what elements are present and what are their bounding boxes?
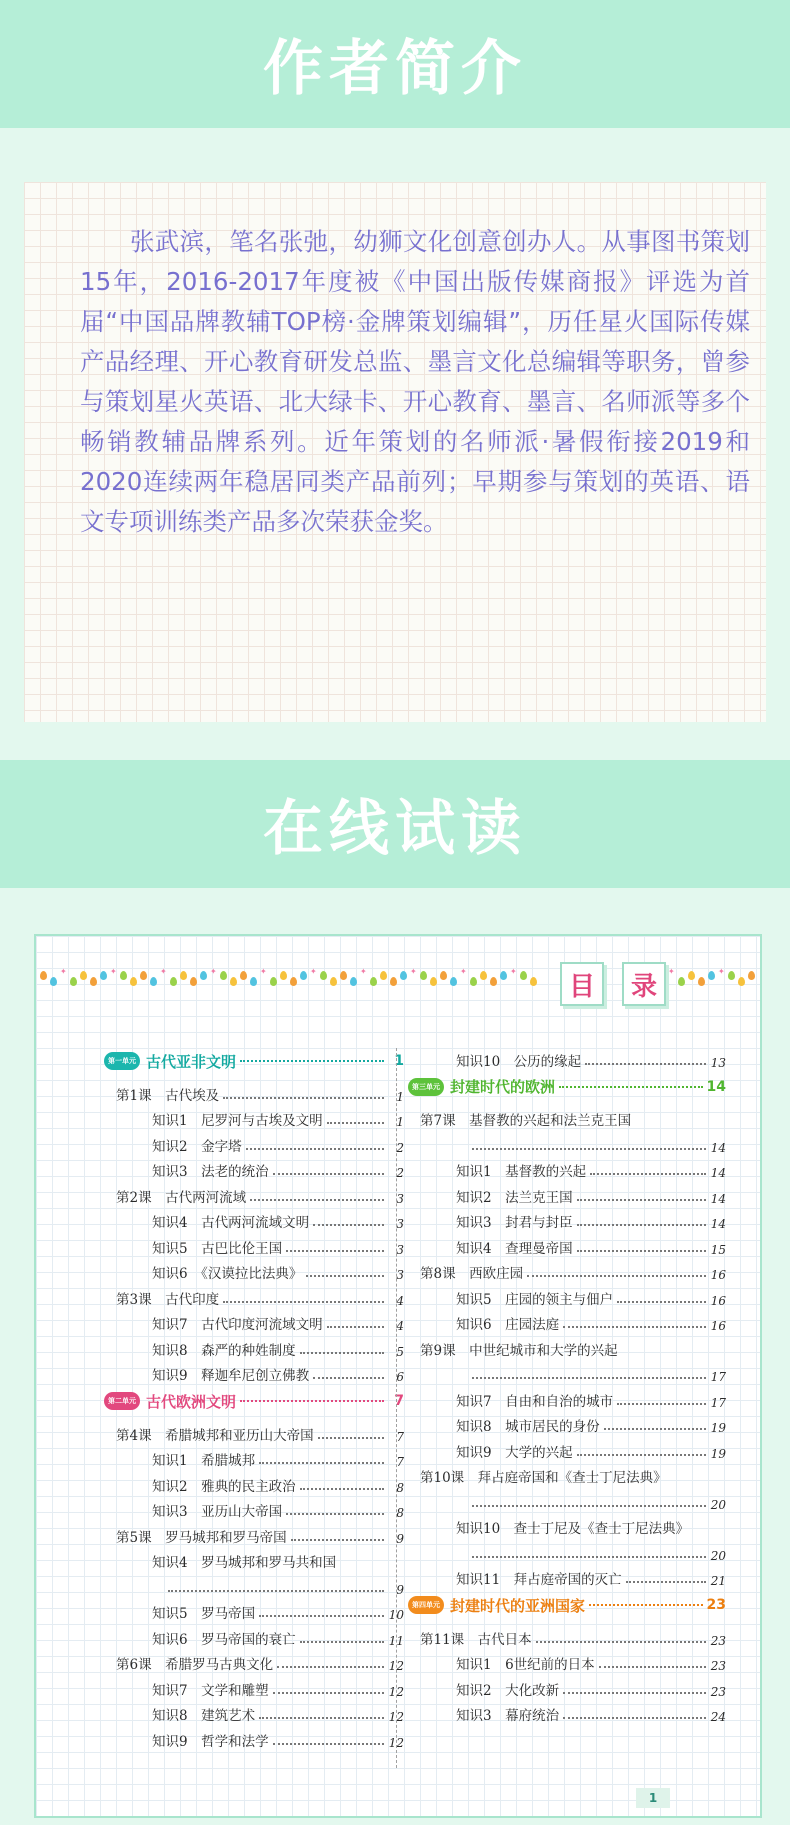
decorative-drop	[450, 977, 457, 986]
leader-dots	[577, 1454, 706, 1456]
toc-entry-title: 知识6 罗马帝国的衰亡	[152, 1631, 296, 1648]
toc-entry-title: 知识1 基督教的兴起	[456, 1164, 587, 1180]
toc-page-number: 3	[396, 1217, 404, 1231]
decorative-drop	[270, 977, 277, 986]
decorative-drop	[200, 971, 207, 980]
toc-knowledge-row	[408, 1435, 726, 1461]
toc-knowledge-row	[408, 1410, 726, 1436]
toc-entry-title: 第6课 希腊罗马古典文化	[116, 1657, 274, 1673]
toc-knowledge-row	[104, 1699, 404, 1725]
toc-entry-title: 知识4 古代两河流域文明	[152, 1215, 310, 1231]
decorative-drop	[440, 971, 447, 980]
leader-dots	[259, 1717, 384, 1719]
toc-lesson-row	[104, 1282, 404, 1308]
unit-badge: 第一单元	[104, 1052, 140, 1070]
toc-entry-title: 知识9 释迦牟尼创立佛教	[152, 1368, 310, 1384]
toc-entry-title: 第5课 罗马城邦和罗马帝国	[116, 1529, 287, 1546]
toc-entry-title: 第7课 基督教的兴起和法兰克王国	[420, 1113, 632, 1129]
toc-entry-title: 古代亚非文明	[146, 1052, 237, 1071]
toc-unit-row	[408, 1588, 726, 1622]
leader-dots	[286, 1513, 384, 1515]
leader-dots	[577, 1250, 706, 1252]
decorative-drop: ✦	[668, 967, 675, 976]
leader-dots	[277, 1666, 384, 1668]
leader-dots	[577, 1224, 706, 1226]
toc-lesson-row	[104, 1648, 404, 1674]
leader-dots	[536, 1641, 706, 1643]
toc-page-number: 13	[710, 1055, 726, 1070]
decorative-drop	[290, 977, 297, 986]
toc-column-right	[408, 1044, 726, 1724]
toc-entry-title: 知识3 封君与封臣	[456, 1215, 573, 1231]
leader-dots	[223, 1097, 384, 1099]
toc-page-number: 21	[710, 1574, 726, 1588]
toc-knowledge-row	[104, 1724, 404, 1750]
toc-lesson-row	[408, 1333, 726, 1359]
toc-page-number: 3	[396, 1268, 404, 1282]
decorative-drop	[688, 971, 695, 980]
unit-badge: 第三单元	[408, 1078, 444, 1096]
toc-entry-title: 第9课 中世纪城市和大学的兴起	[420, 1342, 618, 1359]
decorative-drop	[190, 977, 197, 986]
toc-page-number: 4	[396, 1293, 404, 1308]
toc-page-number: 1	[394, 1053, 404, 1069]
toc-page-number: 9	[396, 1582, 404, 1597]
toc-page-number: 3	[396, 1242, 404, 1257]
toc-entry-title: 知识3 幕府统治	[456, 1708, 560, 1724]
toc-knowledge-row	[104, 1546, 404, 1572]
toc-entry-title: 第2课 古代两河流域	[116, 1189, 247, 1206]
toc-entry-title: 知识7 文学和雕塑	[152, 1682, 269, 1699]
toc-page-number: 19	[710, 1421, 726, 1435]
toc-entry-title: 知识1 6世纪前的日本	[456, 1657, 595, 1673]
toc-entry-title: 知识9 大学的兴起	[456, 1444, 573, 1461]
toc-knowledge-row	[408, 1282, 726, 1308]
toc-knowledge-row	[104, 1469, 404, 1495]
leader-dots	[585, 1063, 706, 1065]
toc-continuation-row	[408, 1359, 726, 1385]
leader-dots	[472, 1556, 706, 1558]
toc-entry-title: 知识2 法兰克王国	[456, 1189, 573, 1206]
leader-dots	[472, 1148, 706, 1150]
leader-dots	[577, 1199, 706, 1201]
toc-entry-title: 第10课 拜占庭帝国和《查士丁尼法典》	[420, 1470, 667, 1486]
toc-knowledge-row	[104, 1444, 404, 1470]
page-number: 1	[636, 1788, 670, 1808]
decorative-drop	[280, 971, 287, 980]
leader-dots	[240, 1060, 384, 1062]
toc-lesson-row	[408, 1461, 726, 1487]
decorative-drop: ✦	[60, 967, 67, 976]
leader-dots	[590, 1173, 706, 1175]
toc-page-number: 15	[710, 1242, 726, 1257]
toc-page-number: 16	[710, 1293, 726, 1308]
toc-page-number: 4	[396, 1319, 404, 1333]
toc-entry-title: 知识5 古巴比伦王国	[152, 1240, 283, 1257]
toc-knowledge-row	[408, 1206, 726, 1232]
leader-dots	[318, 1437, 384, 1439]
decorative-drop	[70, 977, 77, 986]
leader-dots	[300, 1641, 384, 1643]
decorative-drop	[698, 977, 705, 986]
toc-lesson-row	[104, 1078, 404, 1104]
toc-page-number: 17	[710, 1370, 726, 1384]
toc-page-number: 16	[710, 1268, 726, 1282]
decorative-drop	[370, 977, 377, 986]
toc-entry-title: 知识1 希腊城邦	[152, 1453, 256, 1469]
section-title-author: 作者简介	[263, 34, 527, 104]
decorative-drop	[220, 971, 227, 980]
toc-knowledge-row	[408, 1563, 726, 1589]
toc-knowledge-row	[104, 1333, 404, 1359]
decorative-drop	[708, 971, 715, 980]
toc-lesson-row	[104, 1418, 404, 1444]
leader-dots	[250, 1199, 384, 1201]
decorative-drop	[170, 977, 177, 986]
toc-knowledge-row	[104, 1673, 404, 1699]
leader-dots	[286, 1250, 384, 1252]
toc-page-number: 17	[710, 1395, 726, 1410]
toc-continuation-row	[104, 1571, 404, 1597]
toc-lesson-row	[408, 1622, 726, 1648]
decorative-drop	[120, 971, 127, 980]
toc-entry-title: 知识4 罗马城邦和罗马共和国	[152, 1555, 337, 1571]
toc-unit-row	[104, 1384, 404, 1418]
decorative-drop	[130, 977, 137, 986]
toc-knowledge-row	[104, 1622, 404, 1648]
toc-page-number: 14	[706, 1078, 726, 1095]
toc-knowledge-row	[104, 1359, 404, 1385]
column-divider	[396, 1048, 397, 1768]
toc-entry-title: 知识11 拜占庭帝国的灭亡	[456, 1572, 622, 1588]
leader-dots	[306, 1275, 384, 1277]
toc-page-number: 3	[396, 1191, 404, 1206]
decorative-drop	[230, 977, 237, 986]
decorative-drop	[748, 971, 755, 980]
toc-entry-title: 知识4 查理曼帝国	[456, 1240, 573, 1257]
toc-page-number: 12	[388, 1659, 404, 1673]
decorative-drop	[520, 971, 527, 980]
toc-entry-title: 知识6 庄园法庭	[456, 1317, 560, 1333]
decorative-drop	[738, 977, 745, 986]
leader-dots	[246, 1148, 384, 1150]
toc-unit-row	[408, 1070, 726, 1104]
toc-lesson-row	[104, 1520, 404, 1546]
decorative-drop	[50, 977, 57, 986]
toc-entry-title: 知识10 查士丁尼及《查士丁尼法典》	[456, 1521, 690, 1537]
toc-knowledge-row	[104, 1129, 404, 1155]
toc-entry-title: 知识2 金字塔	[152, 1138, 242, 1155]
toc-page-number: 12	[388, 1684, 404, 1699]
decorative-drop	[250, 977, 257, 986]
toc-knowledge-row	[408, 1155, 726, 1181]
leader-dots	[327, 1326, 384, 1328]
decorative-drop	[530, 977, 537, 986]
leader-dots	[300, 1488, 384, 1490]
toc-page-number: 14	[710, 1166, 726, 1180]
toc-entry-title: 知识5 罗马帝国	[152, 1606, 256, 1622]
toc-knowledge-row	[104, 1206, 404, 1232]
toc-entry-title: 知识8 森严的种姓制度	[152, 1342, 296, 1359]
toc-knowledge-row	[408, 1673, 726, 1699]
author-bio-text: 张武滨，笔名张弛，幼狮文化创意创办人。从事图书策划15年，2016-2017年度被《中国出版传媒商报》评选为首届“中国品牌教辅TOP榜·金牌策划编辑”，历任星火国际传媒产品经理、开心教育研发总监、墨言文化总编辑等职务，曾参与策划星火英语、北大绿卡、开心教育、墨言、名师派等多个畅销教辅品牌系列。近年策划的名师派·暑假衔接2019和2020连续两年稳居同类产品前列；早期参与策划的英语、语文专项训练类产品多次荣获金奖。	[80, 227, 750, 536]
toc-knowledge-row	[408, 1699, 726, 1725]
leader-dots	[259, 1462, 384, 1464]
decorative-drop	[400, 971, 407, 980]
toc-page-number: 1	[396, 1089, 404, 1104]
toc-page-number: 16	[710, 1319, 726, 1333]
toc-knowledge-row	[104, 1104, 404, 1130]
toc-knowledge-row	[104, 1155, 404, 1181]
toc-entry-title: 知识5 庄园的领主与佃户	[456, 1291, 614, 1308]
toc-page-number: 7	[396, 1429, 404, 1444]
toc-page-number: 23	[706, 1597, 726, 1613]
toc-page-number: 11	[388, 1633, 404, 1648]
toc-entry-title: 第8课 西欧庄园	[420, 1266, 524, 1282]
toc-knowledge-row	[408, 1231, 726, 1257]
decorative-drop	[240, 971, 247, 980]
toc-entry-title: 知识8 建筑艺术	[152, 1708, 256, 1724]
toc-lesson-row	[104, 1180, 404, 1206]
toc-page-number: 23	[710, 1659, 726, 1673]
decorative-drop: ✦	[460, 967, 467, 976]
toc-page-number: 5	[396, 1344, 404, 1359]
decorative-drop	[390, 977, 397, 986]
toc-knowledge-row	[408, 1044, 726, 1070]
author-bio-card	[24, 182, 766, 722]
leader-dots	[527, 1275, 706, 1277]
toc-page-number: 24	[710, 1710, 726, 1724]
decorative-drop	[490, 977, 497, 986]
leader-dots	[472, 1505, 706, 1507]
decorative-drop	[340, 971, 347, 980]
decorative-drop	[480, 971, 487, 980]
leader-dots	[273, 1173, 384, 1175]
table-of-contents-page	[34, 934, 762, 1818]
leader-dots	[563, 1326, 706, 1328]
toc-entry-title: 第11课 古代日本	[420, 1631, 532, 1648]
decorative-drop	[80, 971, 87, 980]
decorative-drop	[140, 971, 147, 980]
decorative-drop: ✦	[510, 967, 517, 976]
toc-continuation-row	[408, 1486, 726, 1512]
leader-dots	[291, 1539, 384, 1541]
leader-dots	[240, 1400, 384, 1402]
toc-entry-title: 第1课 古代埃及	[116, 1087, 220, 1104]
toc-entry-title: 知识10 公历的缘起	[456, 1053, 582, 1070]
leader-dots	[223, 1301, 384, 1303]
decorative-drop	[40, 971, 47, 980]
toc-page-number: 10	[388, 1608, 404, 1622]
toc-page-number: 7	[394, 1393, 404, 1409]
decorative-drop: ✦	[718, 967, 725, 976]
decorative-drop: ✦	[110, 967, 117, 976]
toc-page-number: 9	[396, 1531, 404, 1546]
toc-entry-title: 知识2 雅典的民主政治	[152, 1478, 296, 1495]
toc-unit-row	[104, 1044, 404, 1078]
toc-entry-title: 知识3 亚历山大帝国	[152, 1504, 283, 1520]
toc-page-number: 20	[710, 1497, 726, 1512]
toc-title-char-2: 录	[622, 962, 666, 1006]
toc-knowledge-row	[408, 1180, 726, 1206]
leader-dots	[626, 1581, 706, 1583]
toc-page-number: 6	[396, 1370, 404, 1384]
leader-dots	[259, 1615, 384, 1617]
toc-continuation-row	[408, 1537, 726, 1563]
toc-knowledge-row	[408, 1512, 726, 1538]
toc-page-number: 8	[396, 1480, 404, 1495]
toc-page-number: 2	[396, 1140, 404, 1155]
toc-knowledge-row	[408, 1648, 726, 1674]
toc-page-number: 8	[396, 1506, 404, 1520]
decorative-drop	[500, 971, 507, 980]
leader-dots	[617, 1403, 706, 1405]
toc-entry-title: 第4课 希腊城邦和亚历山大帝国	[116, 1427, 314, 1444]
toc-lesson-row	[408, 1104, 726, 1130]
toc-knowledge-row	[408, 1308, 726, 1334]
toc-page-number: 12	[388, 1710, 404, 1724]
decorative-drop	[320, 971, 327, 980]
toc-knowledge-row	[104, 1597, 404, 1623]
leader-dots	[563, 1692, 706, 1694]
toc-title-char-1: 目	[560, 962, 604, 1006]
toc-entry-title: 知识1 尼罗河与古埃及文明	[152, 1113, 323, 1129]
leader-dots	[604, 1428, 706, 1430]
leader-dots	[563, 1717, 706, 1719]
decorative-drop	[430, 977, 437, 986]
toc-page-number: 23	[710, 1684, 726, 1699]
decorative-drop	[100, 971, 107, 980]
section-title-preview: 在线试读	[263, 794, 527, 864]
toc-page-number: 12	[388, 1735, 404, 1750]
toc-knowledge-row	[408, 1384, 726, 1410]
decorative-drop	[150, 977, 157, 986]
unit-badge: 第四单元	[408, 1596, 444, 1614]
toc-entry-title: 知识9 哲学和法学	[152, 1733, 269, 1750]
decorative-drop	[380, 971, 387, 980]
decorative-drop	[350, 977, 357, 986]
leader-dots	[273, 1692, 384, 1694]
toc-page-number: 2	[396, 1166, 404, 1180]
toc-knowledge-row	[104, 1257, 404, 1283]
unit-badge: 第二单元	[104, 1392, 140, 1410]
toc-entry-title: 第3课 古代印度	[116, 1291, 220, 1308]
leader-dots	[589, 1604, 703, 1606]
toc-column-left	[104, 1044, 404, 1750]
decorative-drop: ✦	[310, 967, 317, 976]
leader-dots	[559, 1086, 703, 1088]
toc-knowledge-row	[104, 1231, 404, 1257]
decorative-drop: ✦	[210, 967, 217, 976]
decorative-drop	[678, 977, 685, 986]
toc-entry-title: 知识3 法老的统治	[152, 1164, 269, 1180]
toc-entry-title: 知识7 自由和自治的城市	[456, 1393, 614, 1410]
decorative-drop: ✦	[410, 967, 417, 976]
decorative-drop	[90, 977, 97, 986]
decorative-drop	[300, 971, 307, 980]
decorative-drop: ✦	[160, 967, 167, 976]
leader-dots	[599, 1666, 706, 1668]
leader-dots	[313, 1224, 384, 1226]
leader-dots	[168, 1590, 384, 1592]
decorative-drop	[180, 971, 187, 980]
toc-entry-title: 知识8 城市居民的身份	[456, 1419, 600, 1435]
toc-page-number: 1	[396, 1115, 404, 1129]
toc-continuation-row	[408, 1129, 726, 1155]
leader-dots	[472, 1377, 706, 1379]
toc-page-number: 23	[710, 1633, 726, 1648]
toc-lesson-row	[408, 1257, 726, 1283]
toc-knowledge-row	[104, 1495, 404, 1521]
leader-dots	[313, 1377, 384, 1379]
decorative-drop	[728, 971, 735, 980]
decorative-drop: ✦	[260, 967, 267, 976]
decorative-drop	[420, 971, 427, 980]
leader-dots	[617, 1301, 706, 1303]
toc-page-number: 20	[710, 1548, 726, 1563]
toc-entry-title: 知识2 大化改新	[456, 1682, 560, 1699]
toc-knowledge-row	[104, 1308, 404, 1334]
leader-dots	[273, 1743, 384, 1745]
section-header-author	[0, 0, 790, 128]
leader-dots	[327, 1122, 384, 1124]
decorative-drop	[470, 977, 477, 986]
toc-entry-title: 封建时代的亚洲国家	[450, 1596, 586, 1615]
leader-dots	[300, 1352, 384, 1354]
section-header-preview	[0, 760, 790, 888]
toc-entry-title: 知识7 古代印度河流域文明	[152, 1317, 323, 1333]
toc-page-number: 14	[710, 1217, 726, 1231]
decorative-drop: ✦	[360, 967, 367, 976]
toc-page-number: 19	[710, 1446, 726, 1461]
toc-entry-title: 知识6 《汉谟拉比法典》	[152, 1266, 303, 1282]
toc-page-number: 14	[710, 1191, 726, 1206]
toc-entry-title: 封建时代的欧洲	[450, 1078, 556, 1096]
toc-page-number: 14	[710, 1140, 726, 1155]
toc-entry-title: 古代欧洲文明	[146, 1392, 237, 1411]
toc-page-number: 7	[396, 1455, 404, 1469]
decorative-drop	[330, 977, 337, 986]
